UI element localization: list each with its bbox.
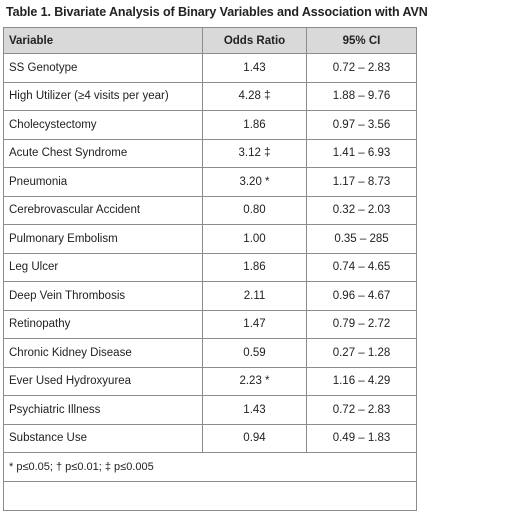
- header-odds-ratio: Odds Ratio: [203, 28, 307, 54]
- odds-ratio-cell: 1.43: [203, 396, 307, 425]
- odds-ratio-cell: 2.11: [203, 282, 307, 311]
- table-row: [4, 424, 417, 453]
- ci-cell: 1.88 – 9.76: [307, 82, 417, 111]
- variable-cell: Chronic Kidney Disease: [4, 339, 203, 368]
- odds-ratio-cell: 0.80: [203, 196, 307, 225]
- table-row: [4, 111, 417, 140]
- odds-ratio-cell: 2.23 *: [203, 367, 307, 396]
- odds-ratio-cell: 1.86: [203, 253, 307, 282]
- odds-ratio-cell: 1.86: [203, 111, 307, 140]
- table-row: [4, 253, 417, 282]
- variable-cell: Leg Ulcer: [4, 253, 203, 282]
- table-row: [4, 367, 417, 396]
- footnote-row: [4, 453, 417, 482]
- table-row: [4, 54, 417, 83]
- odds-ratio-cell: 0.94: [203, 424, 307, 453]
- ci-cell: 0.27 – 1.28: [307, 339, 417, 368]
- variable-cell: Substance Use: [4, 424, 203, 453]
- table-row: [4, 310, 417, 339]
- bivariate-table: [3, 27, 417, 511]
- odds-ratio-cell: 1.47: [203, 310, 307, 339]
- odds-ratio-cell: 1.00: [203, 225, 307, 254]
- variable-cell: High Utilizer (≥4 visits per year): [4, 82, 203, 111]
- variable-cell: SS Genotype: [4, 54, 203, 83]
- ci-cell: 0.49 – 1.83: [307, 424, 417, 453]
- variable-cell: Ever Used Hydroxyurea: [4, 367, 203, 396]
- table-row: [4, 168, 417, 197]
- ci-cell: 0.79 – 2.72: [307, 310, 417, 339]
- header-ci: 95% CI: [307, 28, 417, 54]
- odds-ratio-cell: 4.28 ‡: [203, 82, 307, 111]
- footnote: * p≤0.05; † p≤0.01; ‡ p≤0.005: [4, 453, 417, 482]
- table-row: [4, 82, 417, 111]
- ci-cell: 0.97 – 3.56: [307, 111, 417, 140]
- variable-cell: Acute Chest Syndrome: [4, 139, 203, 168]
- variable-cell: Cholecystectomy: [4, 111, 203, 140]
- variable-cell: Retinopathy: [4, 310, 203, 339]
- table-row: [4, 282, 417, 311]
- table-body: [4, 54, 417, 453]
- ci-cell: 0.72 – 2.83: [307, 54, 417, 83]
- table-row: [4, 396, 417, 425]
- odds-ratio-cell: 3.20 *: [203, 168, 307, 197]
- ci-cell: 1.16 – 4.29: [307, 367, 417, 396]
- footer-spacer: [4, 482, 417, 511]
- ci-cell: 0.32 – 2.03: [307, 196, 417, 225]
- table-title: Table 1. Bivariate Analysis of Binary Variables and Association with AVN: [6, 5, 428, 19]
- ci-cell: 1.17 – 8.73: [307, 168, 417, 197]
- variable-cell: Cerebrovascular Accident: [4, 196, 203, 225]
- variable-cell: Pulmonary Embolism: [4, 225, 203, 254]
- ci-cell: 0.74 – 4.65: [307, 253, 417, 282]
- footer-spacer-row: [4, 482, 417, 511]
- odds-ratio-cell: 3.12 ‡: [203, 139, 307, 168]
- ci-cell: 1.41 – 6.93: [307, 139, 417, 168]
- variable-cell: Psychiatric Illness: [4, 396, 203, 425]
- odds-ratio-cell: 0.59: [203, 339, 307, 368]
- table-header-row: [4, 28, 417, 54]
- table-row: [4, 339, 417, 368]
- variable-cell: Deep Vein Thrombosis: [4, 282, 203, 311]
- ci-cell: 0.35 – 285: [307, 225, 417, 254]
- table-row: [4, 139, 417, 168]
- table-row: [4, 196, 417, 225]
- variable-cell: Pneumonia: [4, 168, 203, 197]
- header-variable: Variable: [4, 28, 203, 54]
- ci-cell: 0.72 – 2.83: [307, 396, 417, 425]
- table-row: [4, 225, 417, 254]
- ci-cell: 0.96 – 4.67: [307, 282, 417, 311]
- odds-ratio-cell: 1.43: [203, 54, 307, 83]
